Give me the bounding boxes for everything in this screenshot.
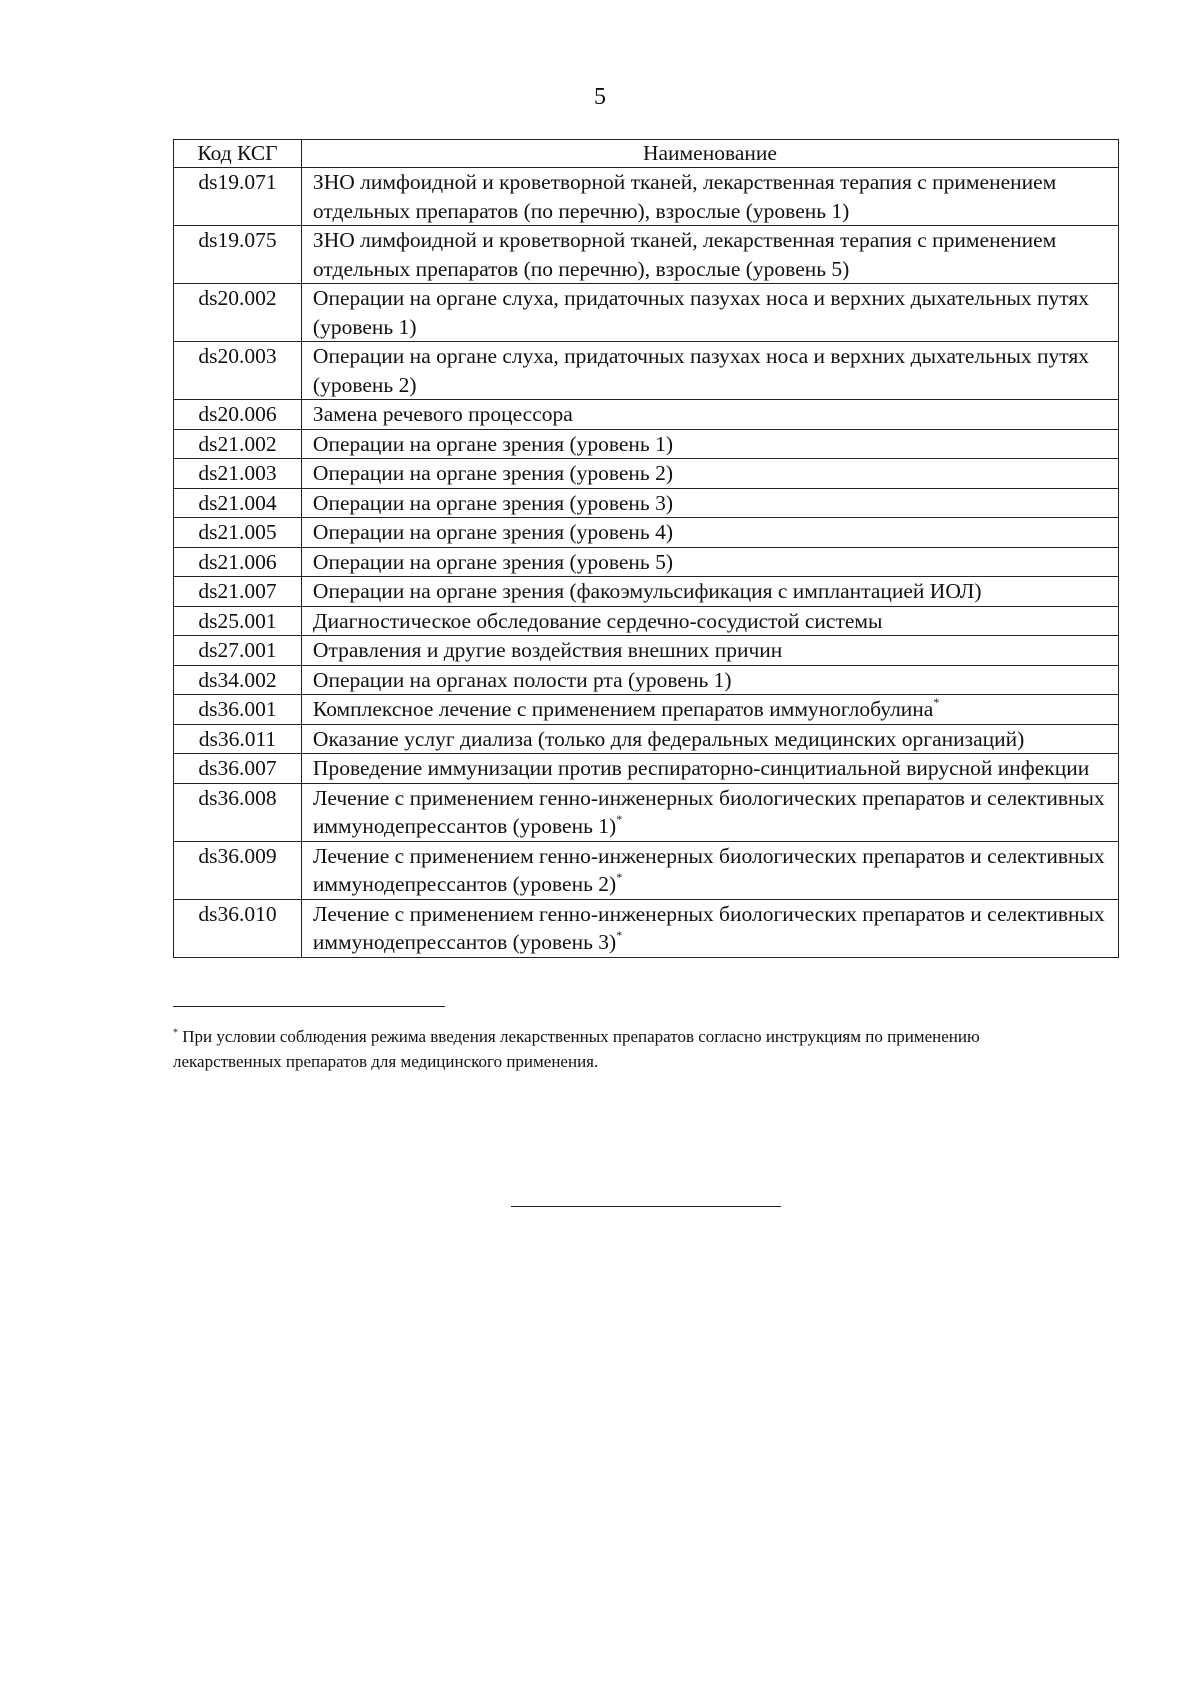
table-row — [174, 724, 1119, 754]
ksg-name: Диагностическое обследование сердечно-сосудистой системы — [312, 608, 883, 633]
ksg-name: Замена речевого процессора — [312, 402, 573, 426]
table-row — [174, 577, 1119, 607]
table-row — [174, 226, 1119, 284]
footnote-reference: * — [616, 869, 623, 884]
table-row — [174, 547, 1119, 577]
ksg-name-cell — [301, 429, 1118, 459]
ksg-name-cell — [301, 284, 1118, 342]
ksg-name-cell — [301, 754, 1118, 784]
ksg-code: ds36.010 — [174, 899, 302, 957]
table-row — [174, 899, 1119, 957]
ksg-table — [173, 139, 1119, 958]
ksg-name: Лечение с применением генно-инженерных биологических препаратов и селективных иммунодепрессантов (уровень 2) — [312, 843, 1105, 896]
ksg-code: ds27.001 — [174, 636, 302, 666]
ksg-name-cell — [301, 606, 1118, 636]
ksg-code: ds19.075 — [174, 226, 302, 284]
footnote-reference: * — [933, 694, 940, 709]
table-row — [174, 636, 1119, 666]
ksg-name: Операции на органе зрения (уровень 2) — [312, 461, 674, 485]
ksg-name: ЗНО лимфоидной и кроветворной тканей, лекарственная терапия с применением отдельных препаратов (по перечню), взрослые (уровень 5) — [312, 228, 1057, 281]
ksg-name-cell — [301, 724, 1118, 754]
ksg-name: Операции на органе слуха, придаточных пазухах носа и верхних дыхательных путях (уровень 1) — [312, 286, 1090, 339]
ksg-code: ds36.009 — [174, 841, 302, 899]
ksg-name-cell — [301, 841, 1118, 899]
page-number: 5 — [594, 84, 606, 110]
ksg-name-cell — [301, 783, 1118, 841]
ksg-name: Операции на органе зрения (уровень 3) — [312, 490, 674, 515]
ksg-name: Операции на органе зрения (уровень 1) — [312, 431, 674, 456]
ksg-name-cell — [301, 168, 1118, 226]
ksg-name: ЗНО лимфоидной и кроветворной тканей, лекарственная терапия с применением отдельных препаратов (по перечню), взрослые (уровень 1) — [312, 170, 1057, 223]
table-row — [174, 841, 1119, 899]
ksg-code: ds21.006 — [174, 547, 302, 577]
ksg-name: Проведение иммунизации против респираторно-синцитиальной вирусной инфекции — [312, 756, 1090, 780]
ksg-code: ds21.005 — [174, 518, 302, 548]
ksg-name-cell — [301, 400, 1118, 430]
table-row — [174, 606, 1119, 636]
table-row — [174, 342, 1119, 400]
ksg-name: Операции на органе зрения (факоэмульсификация с имплантацией ИОЛ) — [312, 579, 982, 603]
ksg-code: ds21.003 — [174, 459, 302, 489]
ksg-name-cell — [301, 695, 1118, 725]
ksg-name: Операции на органе зрения (уровень 4) — [312, 520, 674, 544]
ksg-name: Лечение с применением генно-инженерных биологических препаратов и селективных иммунодепрессантов (уровень 1) — [312, 785, 1105, 838]
table-row — [174, 400, 1119, 430]
table-row — [174, 695, 1119, 725]
ksg-code: ds34.002 — [174, 665, 302, 695]
ksg-name: Операции на органе зрения (уровень 5) — [312, 549, 674, 574]
ksg-code: ds20.003 — [174, 342, 302, 400]
ksg-code: ds21.002 — [174, 429, 302, 459]
ksg-name-cell — [301, 636, 1118, 666]
table-row — [174, 168, 1119, 226]
ksg-name: Комплексное лечение с применением препаратов иммуноглобулина — [312, 697, 934, 721]
table-row — [174, 429, 1119, 459]
table-row — [174, 284, 1119, 342]
table-row — [174, 665, 1119, 695]
end-of-document-line — [511, 1206, 781, 1207]
ksg-name-cell — [301, 226, 1118, 284]
table-header-row — [174, 140, 1119, 168]
ksg-code: ds21.004 — [174, 488, 302, 518]
header-code: Код КСГ — [174, 140, 302, 168]
ksg-name: Лечение с применением генно-инженерных биологических препаратов и селективных иммунодепрессантов (уровень 3) — [312, 901, 1105, 954]
ksg-name: Отравления и другие воздействия внешних причин — [312, 638, 783, 662]
ksg-name-cell — [301, 459, 1118, 489]
table-row — [174, 783, 1119, 841]
ksg-code: ds25.001 — [174, 606, 302, 636]
ksg-name: Оказание услуг диализа (только для федеральных медицинских организаций) — [312, 726, 1025, 751]
ksg-name-cell — [301, 547, 1118, 577]
table-row — [174, 754, 1119, 784]
footnote-text: При условии соблюдения режима введения лекарственных препаратов согласно инструкциям по применению лекарственных препаратов для медицинского применения. — [173, 1027, 980, 1071]
table-row — [174, 459, 1119, 489]
ksg-code: ds36.011 — [174, 724, 302, 754]
ksg-name-cell — [301, 518, 1118, 548]
ksg-code: ds19.071 — [174, 168, 302, 226]
footnote-mark: * — [173, 1027, 178, 1039]
ksg-name-cell — [301, 342, 1118, 400]
table-body — [174, 168, 1119, 958]
ksg-name-cell — [301, 899, 1118, 957]
table-row — [174, 518, 1119, 548]
ksg-name-cell — [301, 488, 1118, 518]
table-row — [174, 488, 1119, 518]
ksg-code: ds36.001 — [174, 695, 302, 725]
footnote-divider — [173, 1006, 445, 1007]
footnote-reference: * — [616, 811, 623, 826]
header-name: Наименование — [301, 140, 1118, 168]
footnote-reference: * — [616, 927, 623, 942]
ksg-code: ds20.002 — [174, 284, 302, 342]
ksg-code: ds20.006 — [174, 400, 302, 430]
ksg-code: ds21.007 — [174, 577, 302, 607]
ksg-name-cell — [301, 665, 1118, 695]
ksg-name-cell — [301, 577, 1118, 607]
ksg-name: Операции на органах полости рта (уровень 1) — [312, 667, 732, 692]
footnote — [173, 1024, 1073, 1074]
ksg-code: ds36.007 — [174, 754, 302, 784]
ksg-code: ds36.008 — [174, 783, 302, 841]
ksg-name: Операции на органе слуха, придаточных пазухах носа и верхних дыхательных путях (уровень 2) — [312, 344, 1090, 397]
